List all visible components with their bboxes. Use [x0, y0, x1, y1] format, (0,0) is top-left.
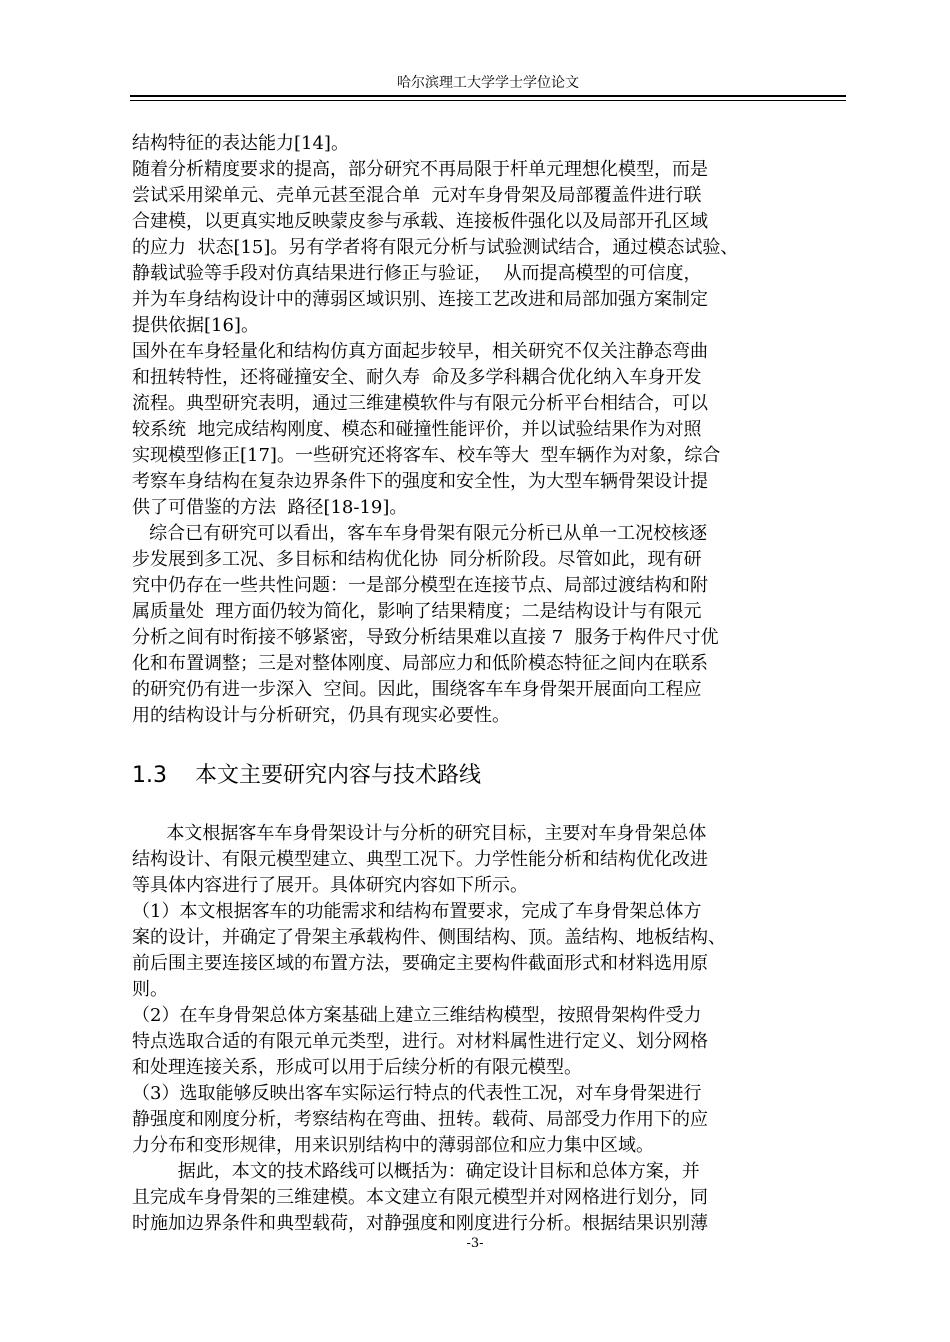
text-line: 随着分析精度要求的提高，部分研究不再局限于杆单元理想化模型，而是 [132, 159, 708, 180]
text-line: 和扭转特性，还将碰撞安全、耐久寿 命及多学科耦合优化纳入车身开发 [132, 367, 702, 388]
text-line: 的应力 状态[15]。另有学者将有限元分析与试验测试结合，通过模态试验、 [132, 237, 739, 258]
text-line: 结构特征的表达能力[14]。 [132, 133, 349, 154]
text-line: 案的设计，并确定了骨架主承载构件、侧围结构、顶。盖结构、地板结构、 [132, 927, 726, 948]
text-line: 本文根据客车车身骨架设计与分析的研究目标，主要对车身骨架总体 [132, 823, 707, 844]
page-header: 哈尔滨理工大学学士学位论文 [397, 75, 579, 91]
text-line: 特点选取合适的有限元单元类型，进行。对材料属性进行定义、划分网格 [132, 1031, 708, 1052]
text-line: 和处理连接关系，形成可以用于后续分析的有限元模型。 [132, 1057, 582, 1078]
text-line: 且完成车身骨架的三维建模。本文建立有限元模型并对网格进行划分，同 [132, 1187, 708, 1208]
text-line: 较系统 地完成结构刚度、模态和碰撞性能评价，并以试验结果作为对照 [132, 419, 702, 440]
text-line: 并为车身结构设计中的薄弱区域识别、连接工艺改进和局部加强方案制定 [132, 289, 708, 310]
header-rule-thick [130, 95, 846, 97]
text-line: 力分布和变形规律，用来识别结构中的薄弱部位和应力集中区域。 [132, 1135, 654, 1156]
text-line: 用的结构设计与分析研究，仍具有现实必要性。 [132, 705, 510, 726]
header-rule-thin [130, 100, 846, 101]
page-number: -3- [466, 1236, 484, 1251]
text-line: 属质量处 理方面仍较为简化，影响了结果精度；二是结构设计与有限元 [132, 601, 702, 622]
text-line: 步发展到多工况、多目标和结构优化协 同分析阶段。尽管如此，现有研 [132, 549, 702, 570]
section-heading: 1.3 本文主要研究内容与技术路线 [132, 763, 481, 788]
text-line: 前后围主要连接区域的布置方法，要确定主要构件截面形式和材料选用原 [132, 953, 708, 974]
text-line: 据此，本文的技术路线可以概括为：确定设计目标和总体方案，并 [132, 1161, 700, 1182]
text-line: 等具体内容进行了展开。具体研究内容如下所示。 [132, 875, 528, 896]
text-line: （1）本文根据客车的功能需求和结构布置要求，完成了车身骨架总体方 [132, 901, 702, 922]
text-line: 分析之间有时衔接不够紧密，导致分析结果难以直接 7 服务于构件尺寸优 [132, 627, 719, 648]
text-line: 的研究仍有进一步深入 空间。因此，围绕客车车身骨架开展面向工程应 [132, 679, 702, 700]
text-line: 考察车身结构在复杂边界条件下的强度和安全性，为大型车辆骨架设计提 [132, 471, 708, 492]
text-line: 时施加边界条件和典型载荷，对静强度和刚度进行分析。根据结果识别薄 [132, 1213, 708, 1234]
text-line: 静强度和刚度分析，考察结构在弯曲、扭转。载荷、局部受力作用下的应 [132, 1109, 708, 1130]
text-line: 提供依据[16]。 [132, 315, 259, 336]
text-line: 静载试验等手段对仿真结果进行修正与验证， 从而提高模型的可信度， [132, 263, 702, 284]
text-line: 流程。典型研究表明，通过三维建模软件与有限元分析平台相结合，可以 [132, 393, 708, 414]
text-line: 究中仍存在一些共性问题：一是部分模型在连接节点、局部过渡结构和附 [132, 575, 708, 596]
text-line: （3）选取能够反映出客车实际运行特点的代表性工况，对车身骨架进行 [132, 1083, 702, 1104]
text-line: 国外在车身轻量化和结构仿真方面起步较早，相关研究不仅关注静态弯曲 [132, 341, 708, 362]
text-line: 则。 [132, 979, 168, 1000]
text-line: 合建模，以更真实地反映蒙皮参与承载、连接板件强化以及局部开孔区域 [132, 211, 708, 232]
text-line: 结构设计、有限元模型建立、典型工况下。力学性能分析和结构优化改进 [132, 849, 708, 870]
text-line: 化和布置调整；三是对整体刚度、局部应力和低阶模态特征之间内在联系 [132, 653, 708, 674]
text-line: 综合已有研究可以看出，客车车身骨架有限元分析已从单一工况校核逐 [132, 523, 708, 544]
text-line: 尝试采用梁单元、壳单元甚至混合单 元对车身骨架及局部覆盖件进行联 [132, 185, 702, 206]
text-line: 供了可借鉴的方法 路径[18-19]。 [132, 497, 408, 518]
text-line: （2）在车身骨架总体方案基础上建立三维结构模型，按照骨架构件受力 [132, 1005, 702, 1026]
text-line: 实现模型修正[17]。一些研究还将客车、校车等大 型车辆作为对象，综合 [132, 445, 721, 466]
